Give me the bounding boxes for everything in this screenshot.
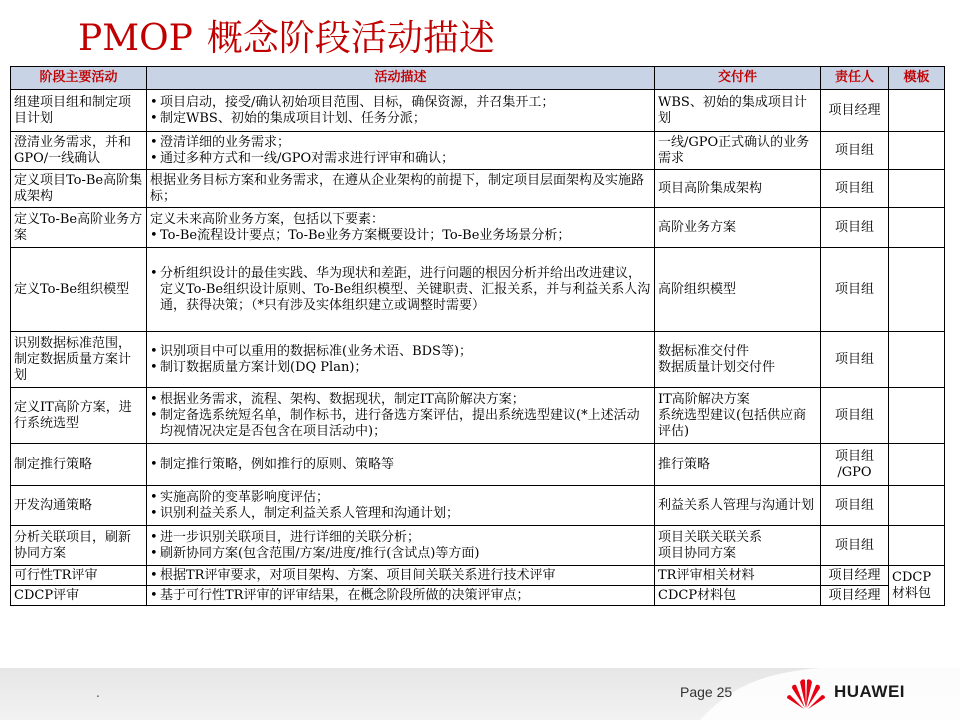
description-cell xyxy=(147,444,655,486)
description-cell xyxy=(147,90,655,132)
bullet-icon: • xyxy=(150,587,158,603)
header-owner: 责任人 xyxy=(821,67,889,90)
bullet-icon: • xyxy=(150,529,158,545)
activity-cell: 分析关联项目，刷新协同方案 xyxy=(11,526,147,566)
description-line xyxy=(150,173,651,205)
table-row xyxy=(11,388,945,444)
description-line xyxy=(150,135,651,151)
description-line xyxy=(150,212,651,228)
activity-cell: 定义IT高阶方案，进行系统选型 xyxy=(11,388,147,444)
description-text: 制定推行策略，例如推行的原则、策略等 xyxy=(160,456,395,472)
template-cell xyxy=(889,388,945,444)
deliverable-cell: WBS、初始的集成项目计划 xyxy=(655,90,821,132)
owner-cell: 项目经理 xyxy=(821,90,889,132)
table-row xyxy=(11,332,945,388)
description-line xyxy=(150,111,651,127)
bullet-icon: • xyxy=(150,545,158,561)
owner-cell: 项目组 xyxy=(821,208,889,248)
activity-cell: 制定推行策略 xyxy=(11,444,147,486)
table-row xyxy=(11,170,945,208)
table-row xyxy=(11,208,945,248)
description-cell xyxy=(147,486,655,526)
activity-cell: 定义To-Be组织模型 xyxy=(11,248,147,332)
huawei-logo-icon xyxy=(786,676,826,710)
table-header-row xyxy=(11,67,945,90)
brand-name: HUAWEI xyxy=(834,682,905,701)
deliverable-cell: 一线/GPO正式确认的业务需求 xyxy=(655,132,821,170)
description-text: 识别利益关系人，制定利益关系人管理和沟通计划； xyxy=(160,505,460,521)
description-line xyxy=(150,344,651,360)
description-text: To-Be流程设计要点；To-Be业务方案概要设计；To-Be业务场景分析； xyxy=(160,227,571,243)
template-cell xyxy=(889,208,945,248)
owner-cell: 项目组 xyxy=(821,332,889,388)
activity-cell: 定义To-Be高阶业务方案 xyxy=(11,208,147,248)
template-cell xyxy=(889,486,945,526)
template-cell xyxy=(889,132,945,170)
footer-curve-decoration xyxy=(700,668,960,720)
template-cell xyxy=(889,526,945,566)
description-cell xyxy=(147,388,655,444)
title-latin: PMOP xyxy=(78,18,193,59)
template-cell xyxy=(889,170,945,208)
deliverable-cell: TR评审相关材料 xyxy=(655,566,821,586)
description-cell xyxy=(147,208,655,248)
template-cell xyxy=(889,90,945,132)
description-line xyxy=(150,546,651,562)
owner-cell: 项目组 /GPO xyxy=(821,444,889,486)
activity-cell: 开发沟通策略 xyxy=(11,486,147,526)
description-text: 分析组织设计的最佳实践、华为现状和差距，进行问题的根因分析并给出改进建议，定义To-Be组织设计原则、To-Be组织模型、关键职责、汇报关系，并与利益关系人沟通，获得决策；（*只有涉及实体组织建立或调整时需要） xyxy=(160,265,651,313)
description-cell xyxy=(147,586,655,606)
description-cell xyxy=(147,170,655,208)
deliverable-cell: 项目高阶集成架构 xyxy=(655,170,821,208)
description-line xyxy=(150,568,651,584)
description-text: 实施高阶的变革影响度评估； xyxy=(160,489,330,505)
description-cell xyxy=(147,132,655,170)
template-cell xyxy=(889,248,945,332)
description-text: 刷新协同方案(包含范围/方案/进度/推行(含试点)等方面) xyxy=(160,545,480,561)
activity-cell: 识别数据标准范围，制定数据质量方案计划 xyxy=(11,332,147,388)
description-text: 根据业务需求，流程、架构、数据现状，制定IT高阶解决方案； xyxy=(160,391,525,407)
activity-cell: 可行性TR评审 xyxy=(11,566,147,586)
description-line xyxy=(150,530,651,546)
bullet-icon: • xyxy=(150,456,158,472)
description-text: 通过多种方式和一线/GPO对需求进行评审和确认； xyxy=(160,150,455,166)
page-title xyxy=(78,14,495,64)
footer-mark: . xyxy=(96,686,100,700)
bullet-icon: • xyxy=(150,359,158,375)
activity-table xyxy=(10,66,945,606)
template-cell xyxy=(889,444,945,486)
description-line xyxy=(150,392,651,408)
bullet-icon: • xyxy=(150,343,158,359)
bullet-icon: • xyxy=(150,265,158,281)
table-row xyxy=(11,90,945,132)
table-row xyxy=(11,526,945,566)
description-cell xyxy=(147,332,655,388)
description-line xyxy=(150,360,651,376)
description-text: 制订数据质量方案计划(DQ Plan)； xyxy=(160,359,368,375)
header-template: 模板 xyxy=(889,67,945,90)
owner-cell: 项目组 xyxy=(821,486,889,526)
description-line xyxy=(150,228,651,244)
owner-cell: 项目组 xyxy=(821,248,889,332)
table-body xyxy=(11,90,945,606)
description-line xyxy=(150,408,651,440)
bullet-icon: • xyxy=(150,407,158,423)
description-text: 制定备选系统短名单，制作标书，进行备选方案评估，提出系统选型建议(*上述活动均视情况决定是否包含在项目活动中)； xyxy=(160,407,640,439)
description-line xyxy=(150,151,651,167)
header-activity: 阶段主要活动 xyxy=(11,67,147,90)
table-row xyxy=(11,248,945,332)
bullet-icon: • xyxy=(150,110,158,126)
header-description: 活动描述 xyxy=(147,67,655,90)
deliverable-cell: 高阶业务方案 xyxy=(655,208,821,248)
table-row xyxy=(11,132,945,170)
deliverable-cell: 项目关联关联关系 项目协同方案 xyxy=(655,526,821,566)
title-chinese: 概念阶段活动描述 xyxy=(206,18,495,59)
description-text: 澄清详细的业务需求； xyxy=(160,134,291,150)
deliverable-cell: 推行策略 xyxy=(655,444,821,486)
activity-cell: 定义项目To-Be高阶集成架构 xyxy=(11,170,147,208)
activity-cell: 组建项目组和制定项目计划 xyxy=(11,90,147,132)
description-line xyxy=(150,588,651,604)
deliverable-cell: CDCP材料包 xyxy=(655,586,821,606)
table-row xyxy=(11,566,945,586)
header-deliverable: 交付件 xyxy=(655,67,821,90)
owner-cell: 项目组 xyxy=(821,170,889,208)
description-text: 根据TR评审要求，对项目架构、方案、项目间关联关系进行技术评审 xyxy=(160,567,556,583)
bullet-icon: • xyxy=(150,489,158,505)
deliverable-cell: 利益关系人管理与沟通计划 xyxy=(655,486,821,526)
description-line xyxy=(150,95,651,111)
owner-cell: 项目经理 xyxy=(821,566,889,586)
table-row xyxy=(11,586,945,606)
activity-cell: CDCP评审 xyxy=(11,586,147,606)
table-row xyxy=(11,444,945,486)
owner-cell: 项目组 xyxy=(821,132,889,170)
description-line xyxy=(150,506,651,522)
bullet-icon: • xyxy=(150,505,158,521)
bullet-icon: • xyxy=(150,391,158,407)
owner-cell: 项目组 xyxy=(821,526,889,566)
description-cell xyxy=(147,248,655,332)
deliverable-cell: IT高阶解决方案 系统选型建议(包括供应商评估) xyxy=(655,388,821,444)
bullet-icon: • xyxy=(150,150,158,166)
description-text: 识别项目中可以重用的数据标准(业务术语、BDS等)； xyxy=(160,343,473,359)
bullet-icon: • xyxy=(150,94,158,110)
description-text: 进一步识别关联项目，进行详细的关联分析； xyxy=(160,529,421,545)
deliverable-cell: 高阶组织模型 xyxy=(655,248,821,332)
bullet-icon: • xyxy=(150,567,158,583)
description-text: 定义未来高阶业务方案，包括以下要素： xyxy=(150,211,385,227)
description-cell xyxy=(147,526,655,566)
description-line xyxy=(150,490,651,506)
page-number: Page 25 xyxy=(680,684,733,700)
description-text: 根据业务目标方案和业务需求，在遵从企业架构的前提下，制定项目层面架构及实施路标； xyxy=(150,172,645,204)
template-cell xyxy=(889,332,945,388)
description-text: 基于可行性TR评审的评审结果，在概念阶段所做的决策评审点； xyxy=(160,587,530,603)
owner-cell: 项目经理 xyxy=(821,586,889,606)
bullet-icon: • xyxy=(150,134,158,150)
deliverable-cell: 数据标准交付件 数据质量计划交付件 xyxy=(655,332,821,388)
description-line xyxy=(150,457,651,473)
description-text: 项目启动，接受/确认初始项目范围、目标，确保资源，并召集开工； xyxy=(160,94,555,110)
template-cell: CDCP材料包 xyxy=(889,566,945,606)
table-row xyxy=(11,486,945,526)
activity-cell: 澄清业务需求，并和GPO/一线确认 xyxy=(11,132,147,170)
bullet-icon: • xyxy=(150,227,158,243)
description-cell xyxy=(147,566,655,586)
description-text: 制定WBS、初始的集成项目计划、任务分派； xyxy=(160,110,426,126)
owner-cell: 项目组 xyxy=(821,388,889,444)
description-line xyxy=(150,266,651,314)
